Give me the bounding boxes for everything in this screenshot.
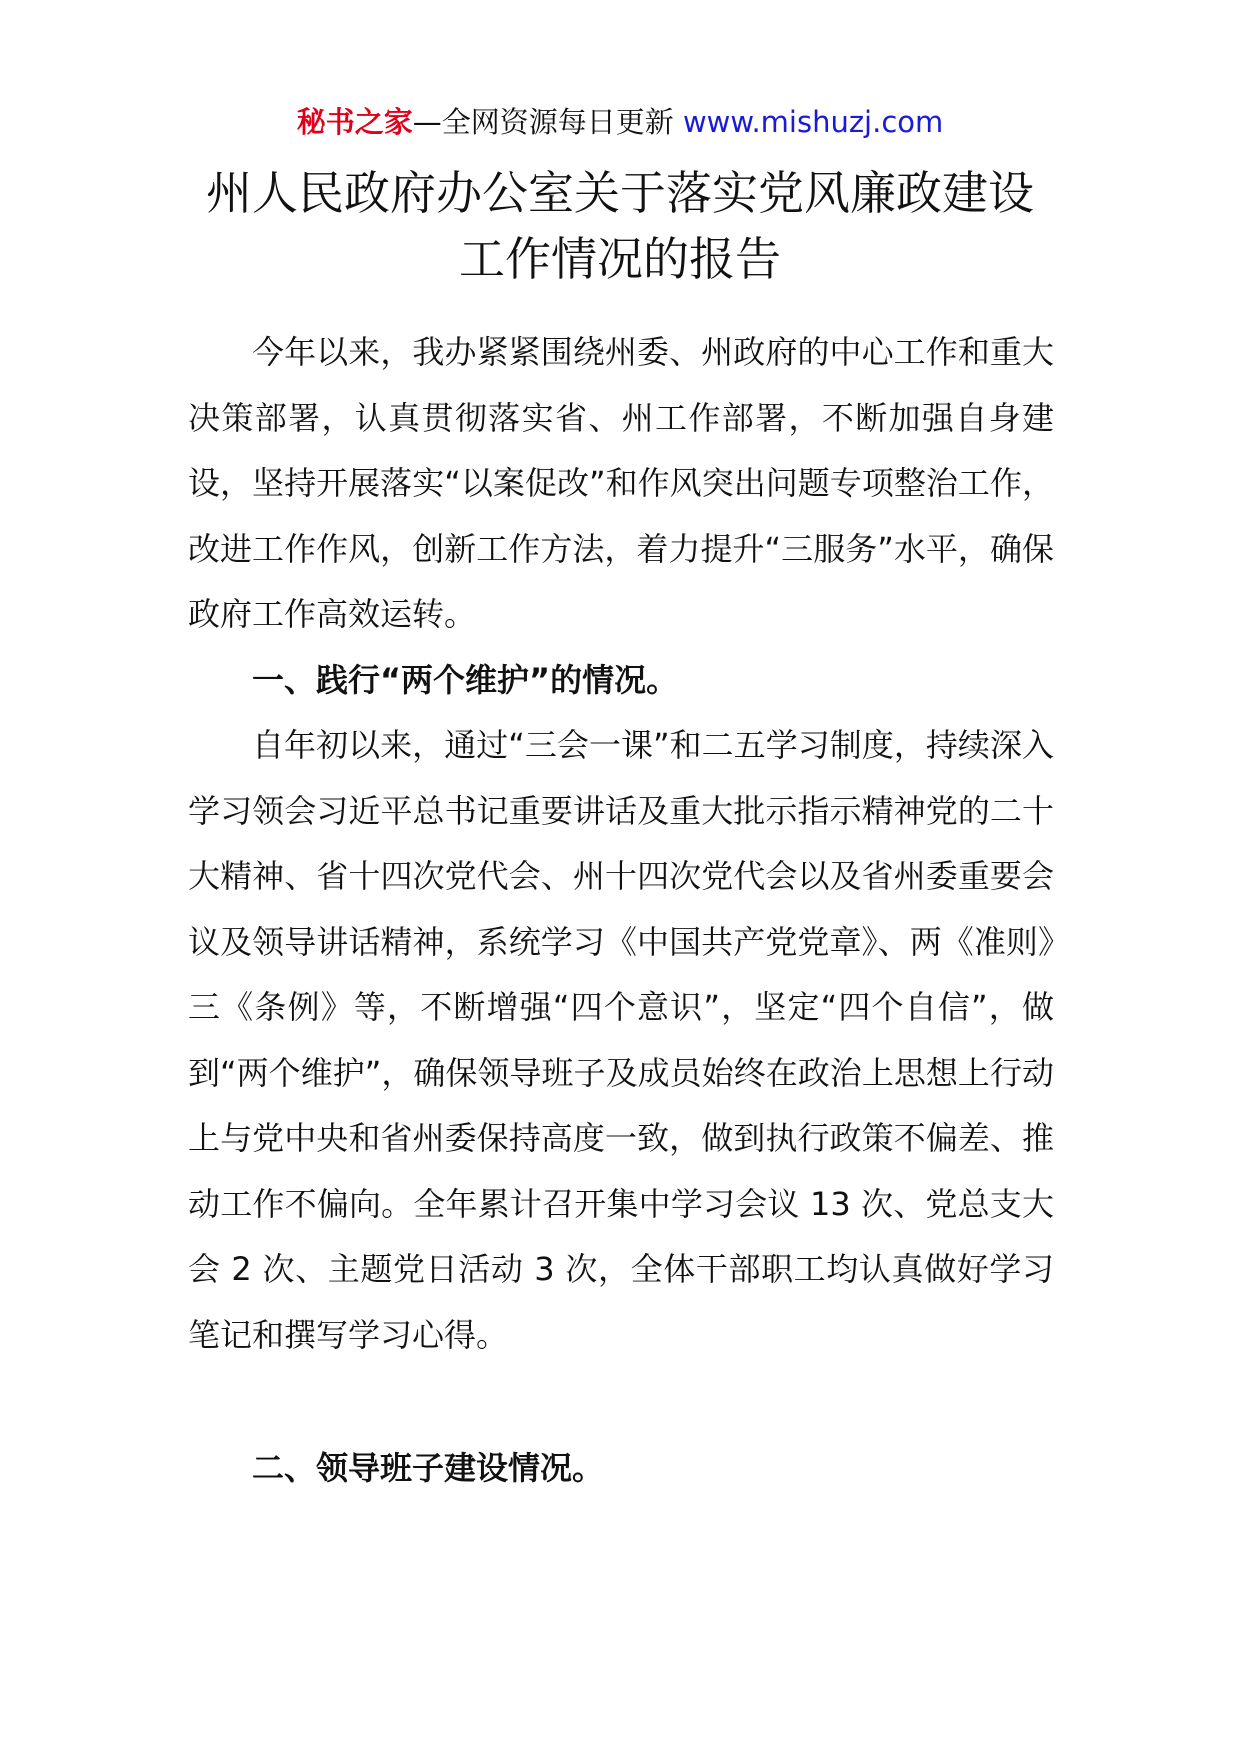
intro-paragraph: 今年以来，我办紧紧围绕州委、州政府的中心工作和重大决策部署，认真贯彻落实省、州工作部署，不断加强自身建设，坚持开展落实“以案促改”和作风突出问题专项整治工作，改进工作作风，创新工作方法，着力提升“三服务”水平，确保政府工作高效运转。 [188, 333, 1054, 633]
document-body [188, 320, 1054, 1368]
site-url-link[interactable]: www.mishuzj.com [682, 105, 944, 139]
section-1-paragraph: 自年初以来，通过“三会一课”和二五学习制度，持续深入学习领会习近平总书记重要讲话及重大批示指示精神党的二十大精神、省十四次党代会、州十四次党代会以及省州委重要会议及领导讲话精神，系统学习《中国共产党党章》、两《准则》三《条例》等，不断增强“四个意识”，坚定“四个自信”，做到“两个维护”，确保领导班子及成员始终在政治上思想上行动上与党中央和省州委保持高度一致，做到执行政策不偏差、推动工作不偏向。全年累计召开集中学习会议 13 次、党总支大会 2 次、主题党日活动 3 次，全体干部职工均认真做好学习笔记和撰写学习心得。 [188, 726, 1054, 1354]
section-1-heading: 一、践行“两个维护”的情况。 [252, 660, 679, 699]
site-header [0, 100, 1240, 144]
document-title-line-1: 州人民政府办公室关于落实党风廉政建设 [206, 166, 1034, 220]
document-title-line-2: 工作情况的报告 [459, 232, 781, 286]
document-title [160, 160, 1080, 292]
brand-name: 秘书之家 [296, 105, 413, 139]
header-slogan: —全网资源每日更新 [412, 105, 683, 139]
section-2-heading: 二、领导班子建设情况。 [252, 1449, 605, 1487]
